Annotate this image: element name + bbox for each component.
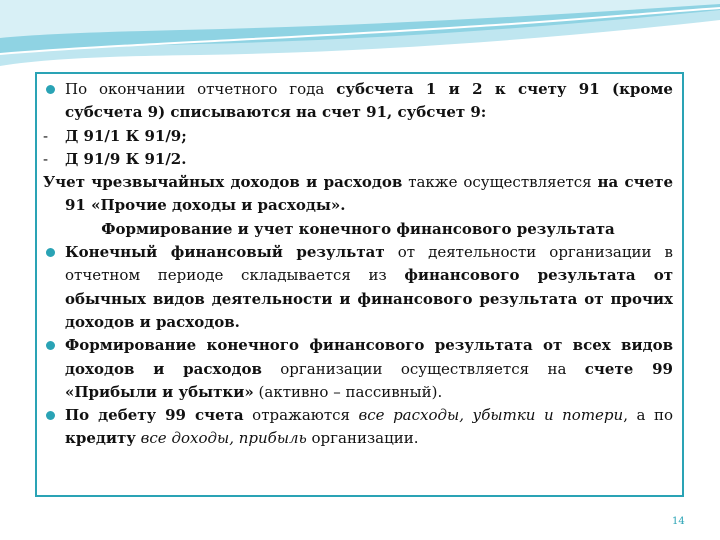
p2-text-c: на счете 91 «Прочие доходы и расходы». xyxy=(65,173,673,215)
bullet-paragraph-4 xyxy=(43,404,673,451)
dash-line-1 xyxy=(43,125,673,148)
p3-text-a: Конечный финансовый результат xyxy=(65,243,385,262)
section-heading: Формирование и учет конечного финансового результата xyxy=(101,219,615,238)
slide-text xyxy=(43,78,673,451)
p2-text-a: Учет чрезвычайных доходов и расходов xyxy=(43,173,403,192)
p5-text-g: все доходы, прибыль xyxy=(140,429,307,448)
bullet-dot-icon xyxy=(46,411,55,420)
p5-text-c: все расходы, убытки и потери xyxy=(358,406,624,425)
p1-text-a: По окончании отчетного года xyxy=(65,80,337,98)
p4-text-b: организации осуществляется на xyxy=(261,359,585,378)
bullet-paragraph-1 xyxy=(43,78,673,125)
p3-text-c: финансового результата от обычных видов деятельности и финансового результата от прочих доходов и расходов. xyxy=(65,266,673,331)
bullet-paragraph-2 xyxy=(43,241,673,334)
p5-text-a: По дебету 99 счета xyxy=(65,406,244,425)
p4-text-a: Формирование конечного финансового результата от всех видов доходов и расходов xyxy=(65,336,673,378)
p3-text-b: от деятельности организации в отчетном периоде складывается из xyxy=(65,243,673,285)
page-number: 14 xyxy=(672,516,685,527)
p5-text-e: кредиту xyxy=(65,429,136,448)
paragraph-extraordinary xyxy=(43,171,673,218)
p1-text-b: субсчета 1 и 2 к счету 91 (кроме субсчета 9) списываются на счет 91, субсчет 9: xyxy=(65,80,673,122)
entry-d91-9: Д 91/9 К 91/2. xyxy=(65,149,187,168)
bullet-dot-icon xyxy=(46,248,55,257)
dash-line-2 xyxy=(43,148,673,171)
dash-marker: - xyxy=(43,149,49,168)
bullet-paragraph-3 xyxy=(43,334,673,404)
p5-text-b: отражаются xyxy=(243,406,359,425)
p5-text-d: , а по xyxy=(623,406,673,425)
bullet-dot-icon xyxy=(46,85,55,94)
p2-text-b: также осуществляется xyxy=(402,173,598,192)
bullet-dot-icon xyxy=(46,341,55,350)
dash-marker: - xyxy=(43,126,49,145)
entry-d91-1: Д 91/1 К 91/9; xyxy=(65,126,187,145)
p4-text-c: счете 99 «Прибыли и убытки» xyxy=(65,359,673,401)
p4-text-d: (активно – пассивный). xyxy=(253,382,443,401)
p5-text-h: организации. xyxy=(306,429,419,448)
